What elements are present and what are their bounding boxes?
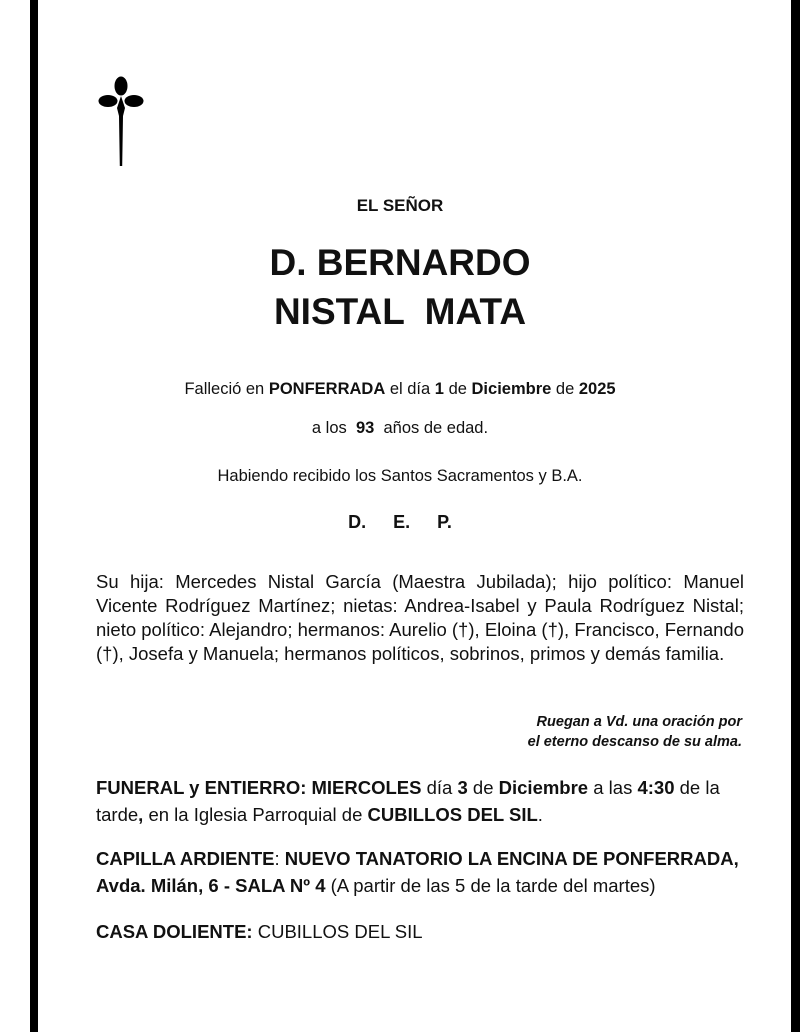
funeral-label: FUNERAL y ENTIERRO: MIERCOLES [96,777,422,798]
text: . [537,804,543,825]
funeral-time: 4:30 [637,777,675,798]
text: de [551,380,579,398]
text: en la Iglesia Parroquial de [143,804,368,825]
cross-icon [98,76,144,168]
funeral-day: 3 [457,777,468,798]
death-info [0,380,800,399]
chapel-place: NUEVO TANATORIO LA ENCINA DE PONFERRADA, Avda. Milán, 6 - SALA Nº 4 [96,848,739,896]
text: el día [385,380,435,398]
text: a las [588,777,638,798]
age-value: 93 [355,419,375,437]
name-line-1: D. BERNARDO [269,242,531,283]
text: años de edad. [378,419,489,437]
house-info [96,918,756,945]
text: : [274,848,285,869]
house-value: CUBILLOS DEL SIL [252,921,423,942]
age-info [0,419,800,438]
chapel-label: CAPILLA ARDIENTE [96,848,275,869]
text: de [443,380,472,398]
sacraments: Habiendo recibido los Santos Sacramentos y B.A. [217,467,583,485]
death-year: 2025 [578,380,616,398]
family-list: Su hija: Mercedes Nistal García (Maestra Jubilada); hijo político: Manuel Vicente Rodríguez Martínez; nietas: Andrea-Isabel y Paula Rodríguez Nistal; nieto político: Alejandro; hermanos: Aurelio (†), Eloina (†), Francisco, Fernando (†), Josefa y Manuela; hermanos políticos, sobrinos, primos y demás familia. [96,571,744,664]
chapel-info [96,845,756,899]
text: de la tarde [96,777,720,825]
death-place: PONFERRADA [268,380,386,398]
death-month: Diciembre [471,380,552,398]
house-label: CASA DOLIENTE: [96,921,253,942]
death-day: 1 [434,380,444,398]
title-lead: EL SEÑOR [356,196,444,215]
prayer [528,712,742,752]
name-line-2: NISTAL MATA [273,291,527,332]
chapel-note: (A partir de las 5 de la tarde del martes) [325,875,656,896]
text: día [421,777,458,798]
text: , [138,804,144,825]
text: de [467,777,499,798]
funeral-info [96,774,756,828]
deceased-name [0,238,800,336]
funeral-month: Diciembre [498,777,589,798]
dep: D. E. P. [348,512,452,532]
prayer-line-1: Ruegan a Vd. una oración por [536,714,742,730]
prayer-line-2: el eterno descanso de su alma. [527,734,742,750]
text: a los [311,419,352,437]
funeral-place: CUBILLOS DEL SIL [367,804,538,825]
text: Falleció en [184,380,269,398]
